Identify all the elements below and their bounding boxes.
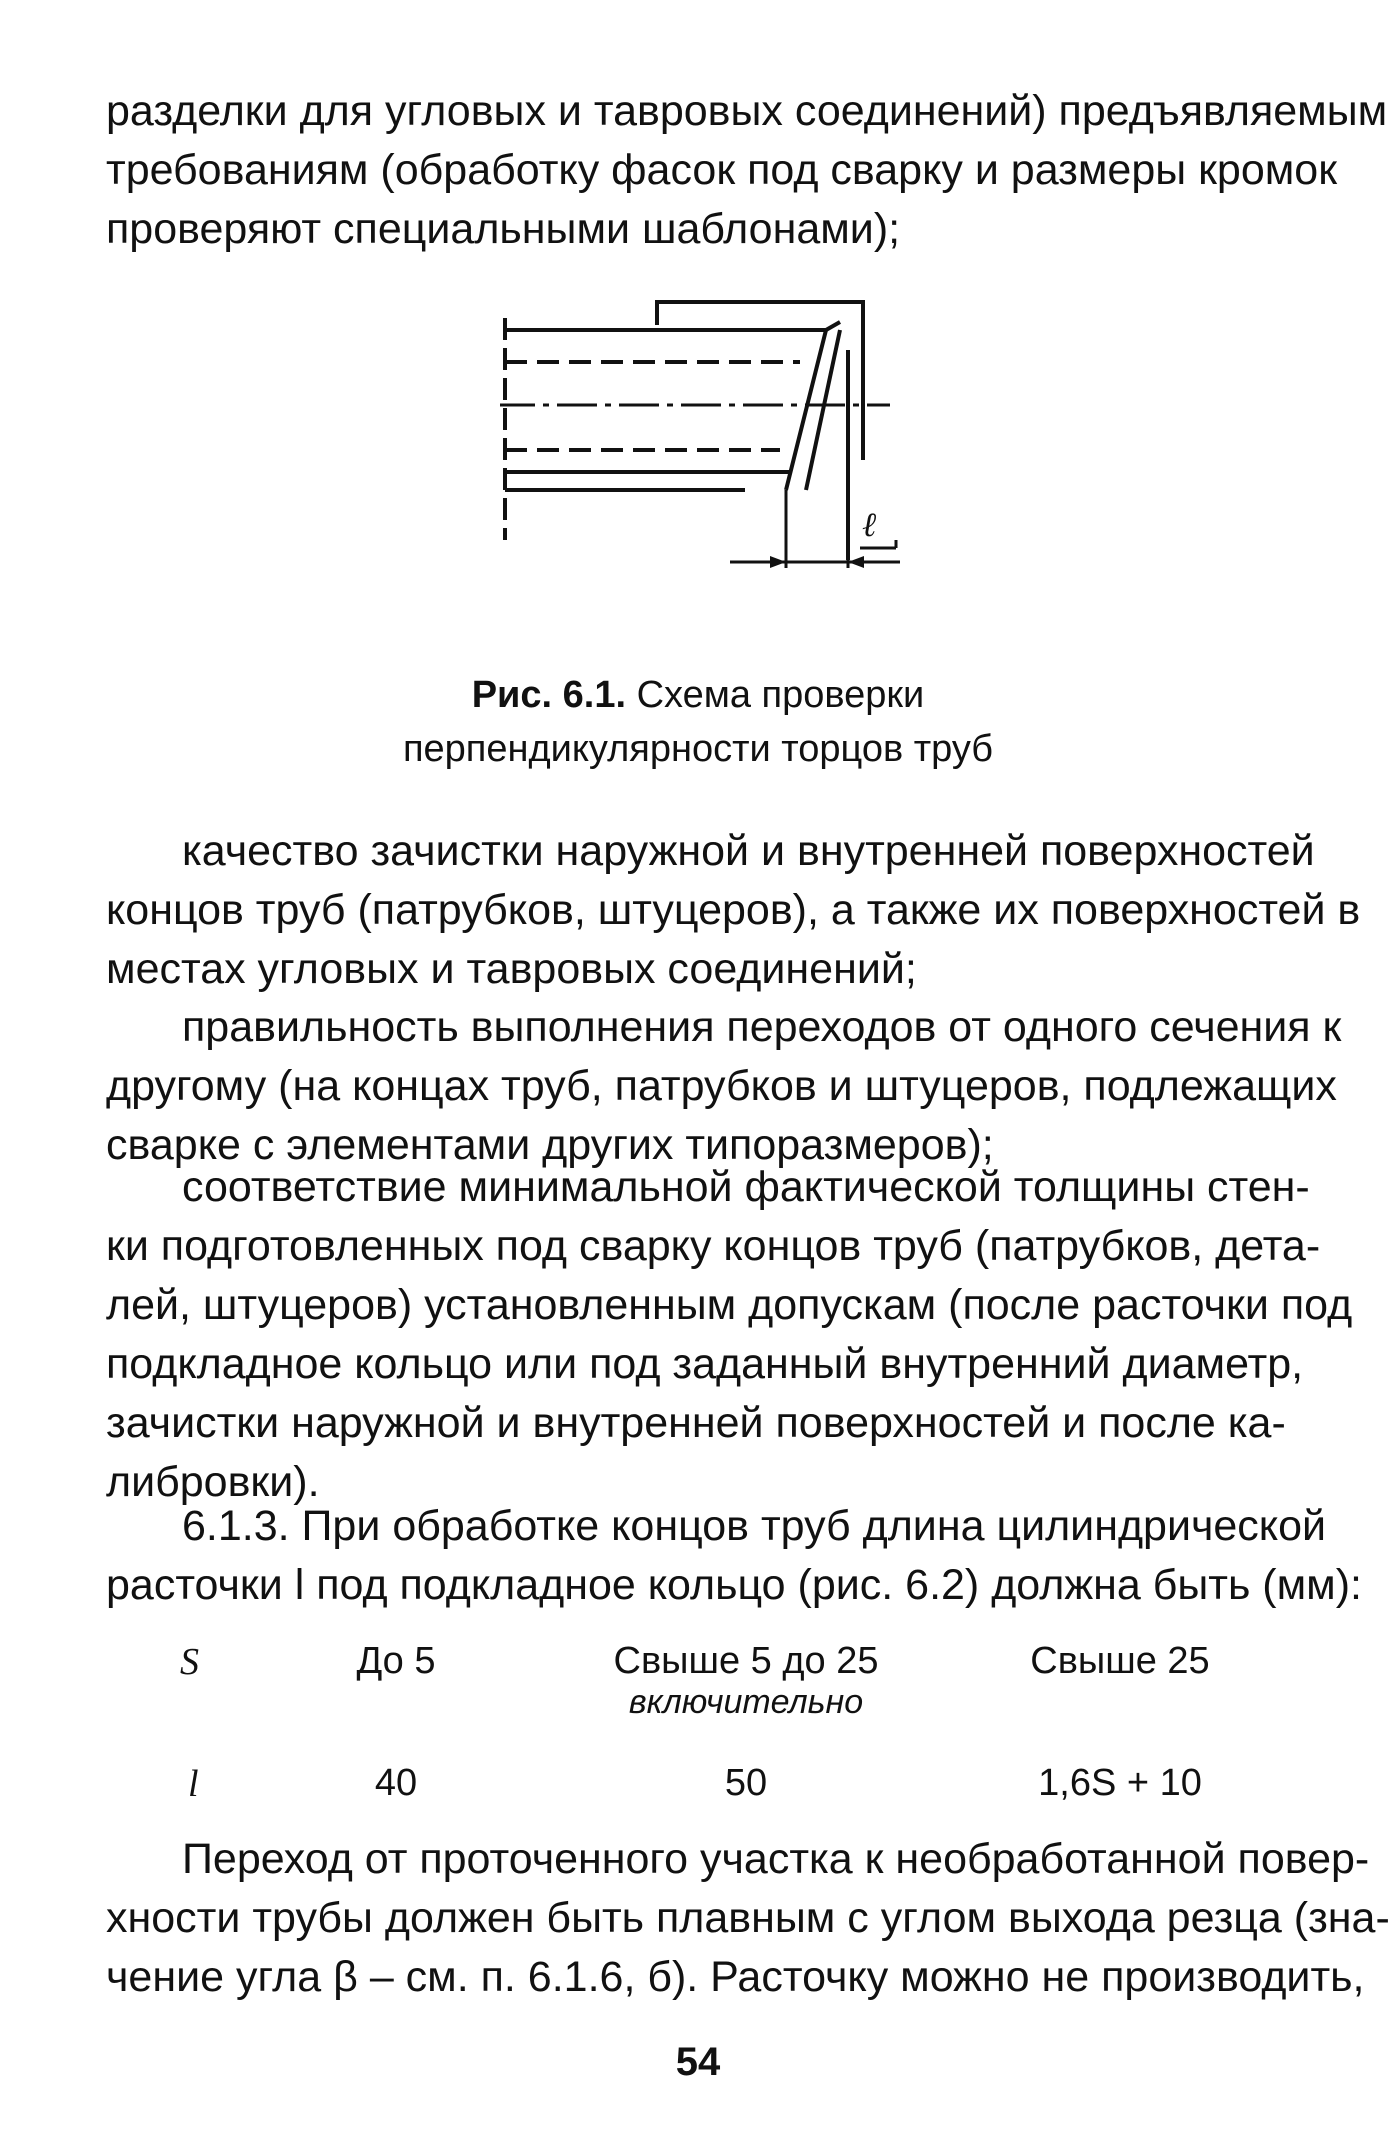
paragraph-transition-smooth	[106, 1830, 1390, 2007]
text-line: проверяют специальными шаблонами);	[106, 205, 901, 253]
text-line: соответствие минимальной фактической толщины стен-	[182, 1163, 1310, 1211]
text-line: разделки для угловых и тавровых соединений) предъявляемым	[106, 87, 1388, 135]
table-symbol-l: l	[188, 1763, 199, 1805]
text-line: зачистки наружной и внутренней поверхностей и после ка-	[106, 1399, 1286, 1447]
paragraph-6-1-3	[106, 1497, 1363, 1615]
figure-pipe-perpendicularity	[500, 300, 900, 630]
caption-title-line1: Схема проверки	[636, 674, 925, 716]
table-symbol-s: S	[180, 1641, 199, 1683]
table-header-col3: Свыше 25	[1030, 1640, 1210, 1682]
table-value-col2: 50	[724, 1762, 768, 1804]
table-header-col2-sub: включительно	[628, 1683, 864, 1721]
pipe-diagram	[500, 300, 900, 630]
text-line: требованиям (обработку фасок под сварку и размеры кромок	[106, 146, 1338, 194]
text-line: расточки l под подкладное кольцо (рис. 6.2) должна быть (мм):	[106, 1561, 1363, 1609]
text-line: местах угловых и тавровых соединений;	[106, 945, 917, 993]
text-line: 6.1.3. При обработке концов труб длина цилиндрической	[182, 1502, 1327, 1550]
table-header-col2-main: Свыше 5 до 25	[613, 1640, 879, 1682]
text-line: правильность выполнения переходов от одного сечения к	[182, 1003, 1342, 1051]
dim-arrow-left	[770, 556, 786, 568]
text-line: Переход от проточенного участка к необработанной повер-	[182, 1835, 1370, 1883]
caption-title-line2: перпендикулярности торцов труб	[402, 728, 994, 770]
table-header-col2	[614, 1640, 879, 1722]
text-line: качество зачистки наружной и внутренней поверхностей	[182, 827, 1315, 875]
page-number: 54	[675, 2040, 721, 2084]
text-line: лей, штуцеров) установленным допускам (после расточки под	[106, 1281, 1353, 1329]
text-line: другому (на концах труб, патрубков и штуцеров, подлежащих	[106, 1062, 1337, 1110]
text-line: ки подготовленных под сварку концов труб (патрубков, дета-	[106, 1222, 1321, 1270]
paragraph-wall-thickness	[106, 1158, 1353, 1512]
paragraph-transitions	[106, 998, 1342, 1175]
intro-paragraph	[106, 82, 1388, 259]
figure-label-l: ℓ	[862, 507, 877, 544]
pipe-end-inner	[806, 330, 840, 490]
figure-caption	[300, 668, 1096, 776]
text-line: хности трубы должен быть плавным с углом выхода резца (зна-	[106, 1894, 1390, 1942]
table-value-col3: 1,6S + 10	[1038, 1762, 1202, 1804]
dim-arrow-right	[848, 556, 864, 568]
pipe-end-cap	[826, 322, 840, 330]
text-line: подкладное кольцо или под заданный внутренний диаметр,	[106, 1340, 1304, 1388]
caption-number: Рис. 6.1.	[471, 674, 627, 716]
text-line: либровки).	[106, 1458, 320, 1506]
table-value-col1: 40	[374, 1762, 418, 1804]
pipe-end-outer	[786, 330, 826, 490]
text-line: сварке с элементами других типоразмеров);	[106, 1121, 994, 1169]
paragraph-surface-cleaning	[106, 822, 1361, 999]
table-header-col1: До 5	[356, 1640, 436, 1682]
text-line: чение угла β – см. п. 6.1.6, б). Расточку можно не производить,	[106, 1953, 1365, 2001]
text-line: концов труб (патрубков, штуцеров), а также их поверхностей в	[106, 886, 1361, 934]
